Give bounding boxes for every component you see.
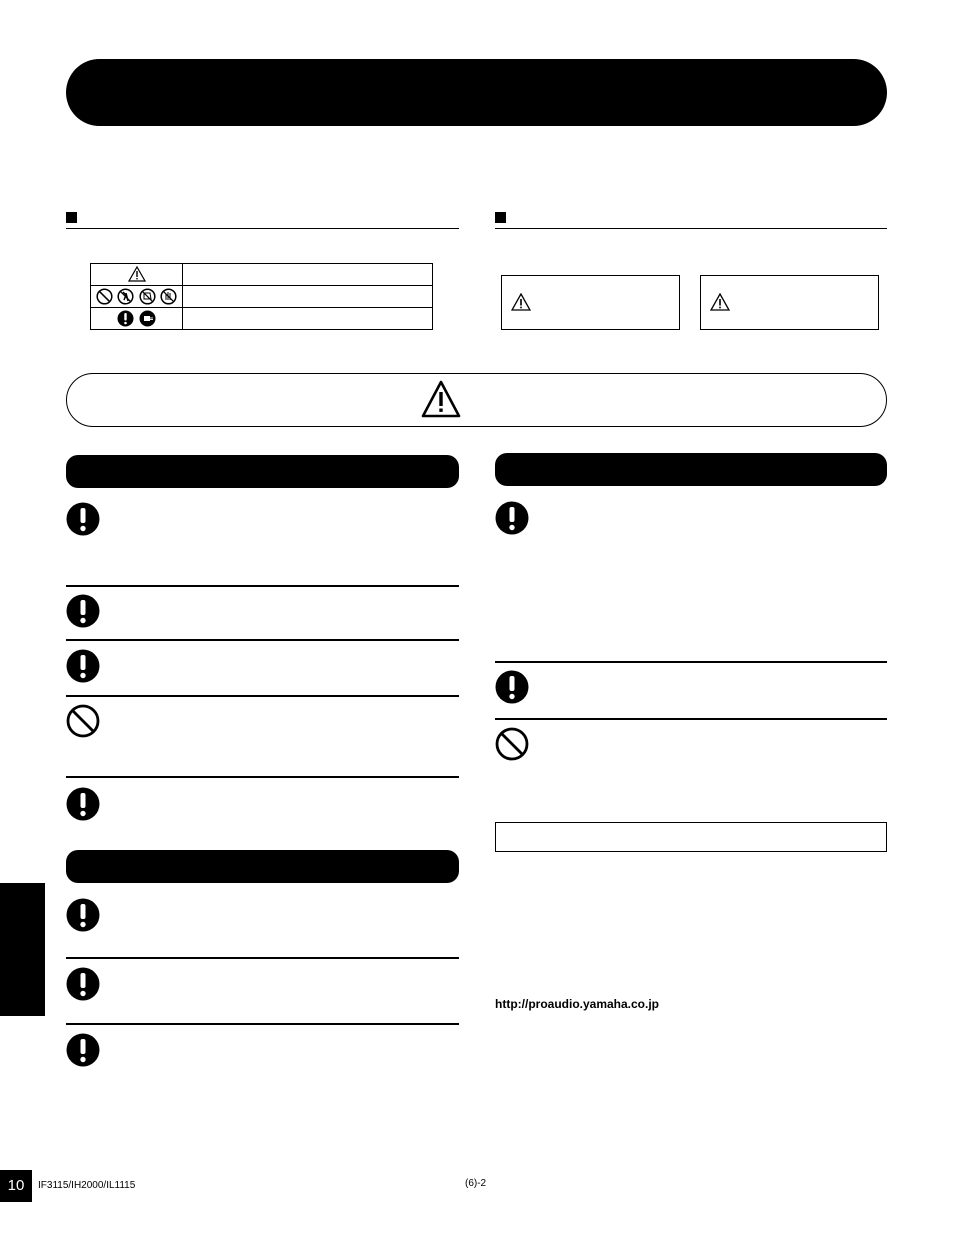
- exclamation-circle-icon: [495, 501, 529, 535]
- warning-triangle-icon: [511, 293, 531, 311]
- no-wet-hands-icon: [160, 288, 177, 305]
- prohibition-circle-icon: [96, 288, 113, 305]
- section-bullet: [495, 212, 506, 223]
- category-bar: [495, 453, 887, 486]
- item-divider: [495, 661, 887, 663]
- section-header-left: [66, 212, 459, 229]
- warning-banner: [66, 373, 887, 427]
- section-bullet: [66, 212, 77, 223]
- warning-triangle-icon: [128, 266, 146, 282]
- language-side-tab: [0, 883, 45, 1016]
- item-divider: [66, 695, 459, 697]
- exclamation-circle-icon: [66, 1033, 100, 1067]
- item-divider: [66, 639, 459, 641]
- exclamation-circle-icon: [66, 594, 100, 628]
- page-title-bar: [66, 59, 887, 126]
- page-number: 10: [0, 1170, 32, 1202]
- legend-symbol-cell: [91, 286, 183, 308]
- exclamation-circle-icon: [117, 310, 134, 327]
- exclamation-circle-icon: [66, 787, 100, 821]
- legend-symbol-cell: [91, 264, 183, 286]
- legend-text-cell: [183, 286, 433, 308]
- no-water-icon: [139, 288, 156, 305]
- item-divider: [66, 776, 459, 778]
- category-bar: [66, 455, 459, 488]
- exclamation-circle-icon: [66, 967, 100, 1001]
- section-header-right: [495, 212, 887, 229]
- model-names: IF3115/IH2000/IL1115: [38, 1180, 136, 1191]
- prohibition-circle-icon: [495, 727, 529, 761]
- legend-text-cell: [183, 264, 433, 286]
- no-disassembly-icon: [117, 288, 134, 305]
- legend-symbol-cell: [91, 308, 183, 330]
- item-divider: [66, 585, 459, 587]
- warning-triangle-icon: [421, 380, 461, 418]
- item-divider: [66, 957, 459, 959]
- item-divider: [66, 1023, 459, 1025]
- symbol-legend-table: [90, 263, 433, 330]
- note-box: [495, 822, 887, 852]
- prohibition-circle-icon: [66, 704, 100, 738]
- exclamation-circle-icon: [66, 649, 100, 683]
- exclamation-circle-icon: [66, 502, 100, 536]
- page-code: (6)-2: [465, 1178, 487, 1189]
- caution-signal-box: [700, 275, 879, 330]
- legend-row: [91, 286, 433, 308]
- warning-signal-box: [501, 275, 680, 330]
- legend-row: [91, 264, 433, 286]
- legend-row: [91, 308, 433, 330]
- warning-triangle-icon: [710, 293, 730, 311]
- item-divider: [495, 718, 887, 720]
- exclamation-circle-icon: [495, 670, 529, 704]
- website-url[interactable]: http://proaudio.yamaha.co.jp: [495, 997, 660, 1011]
- legend-text-cell: [183, 308, 433, 330]
- category-bar: [66, 850, 459, 883]
- unplug-icon: [139, 310, 156, 327]
- exclamation-circle-icon: [66, 898, 100, 932]
